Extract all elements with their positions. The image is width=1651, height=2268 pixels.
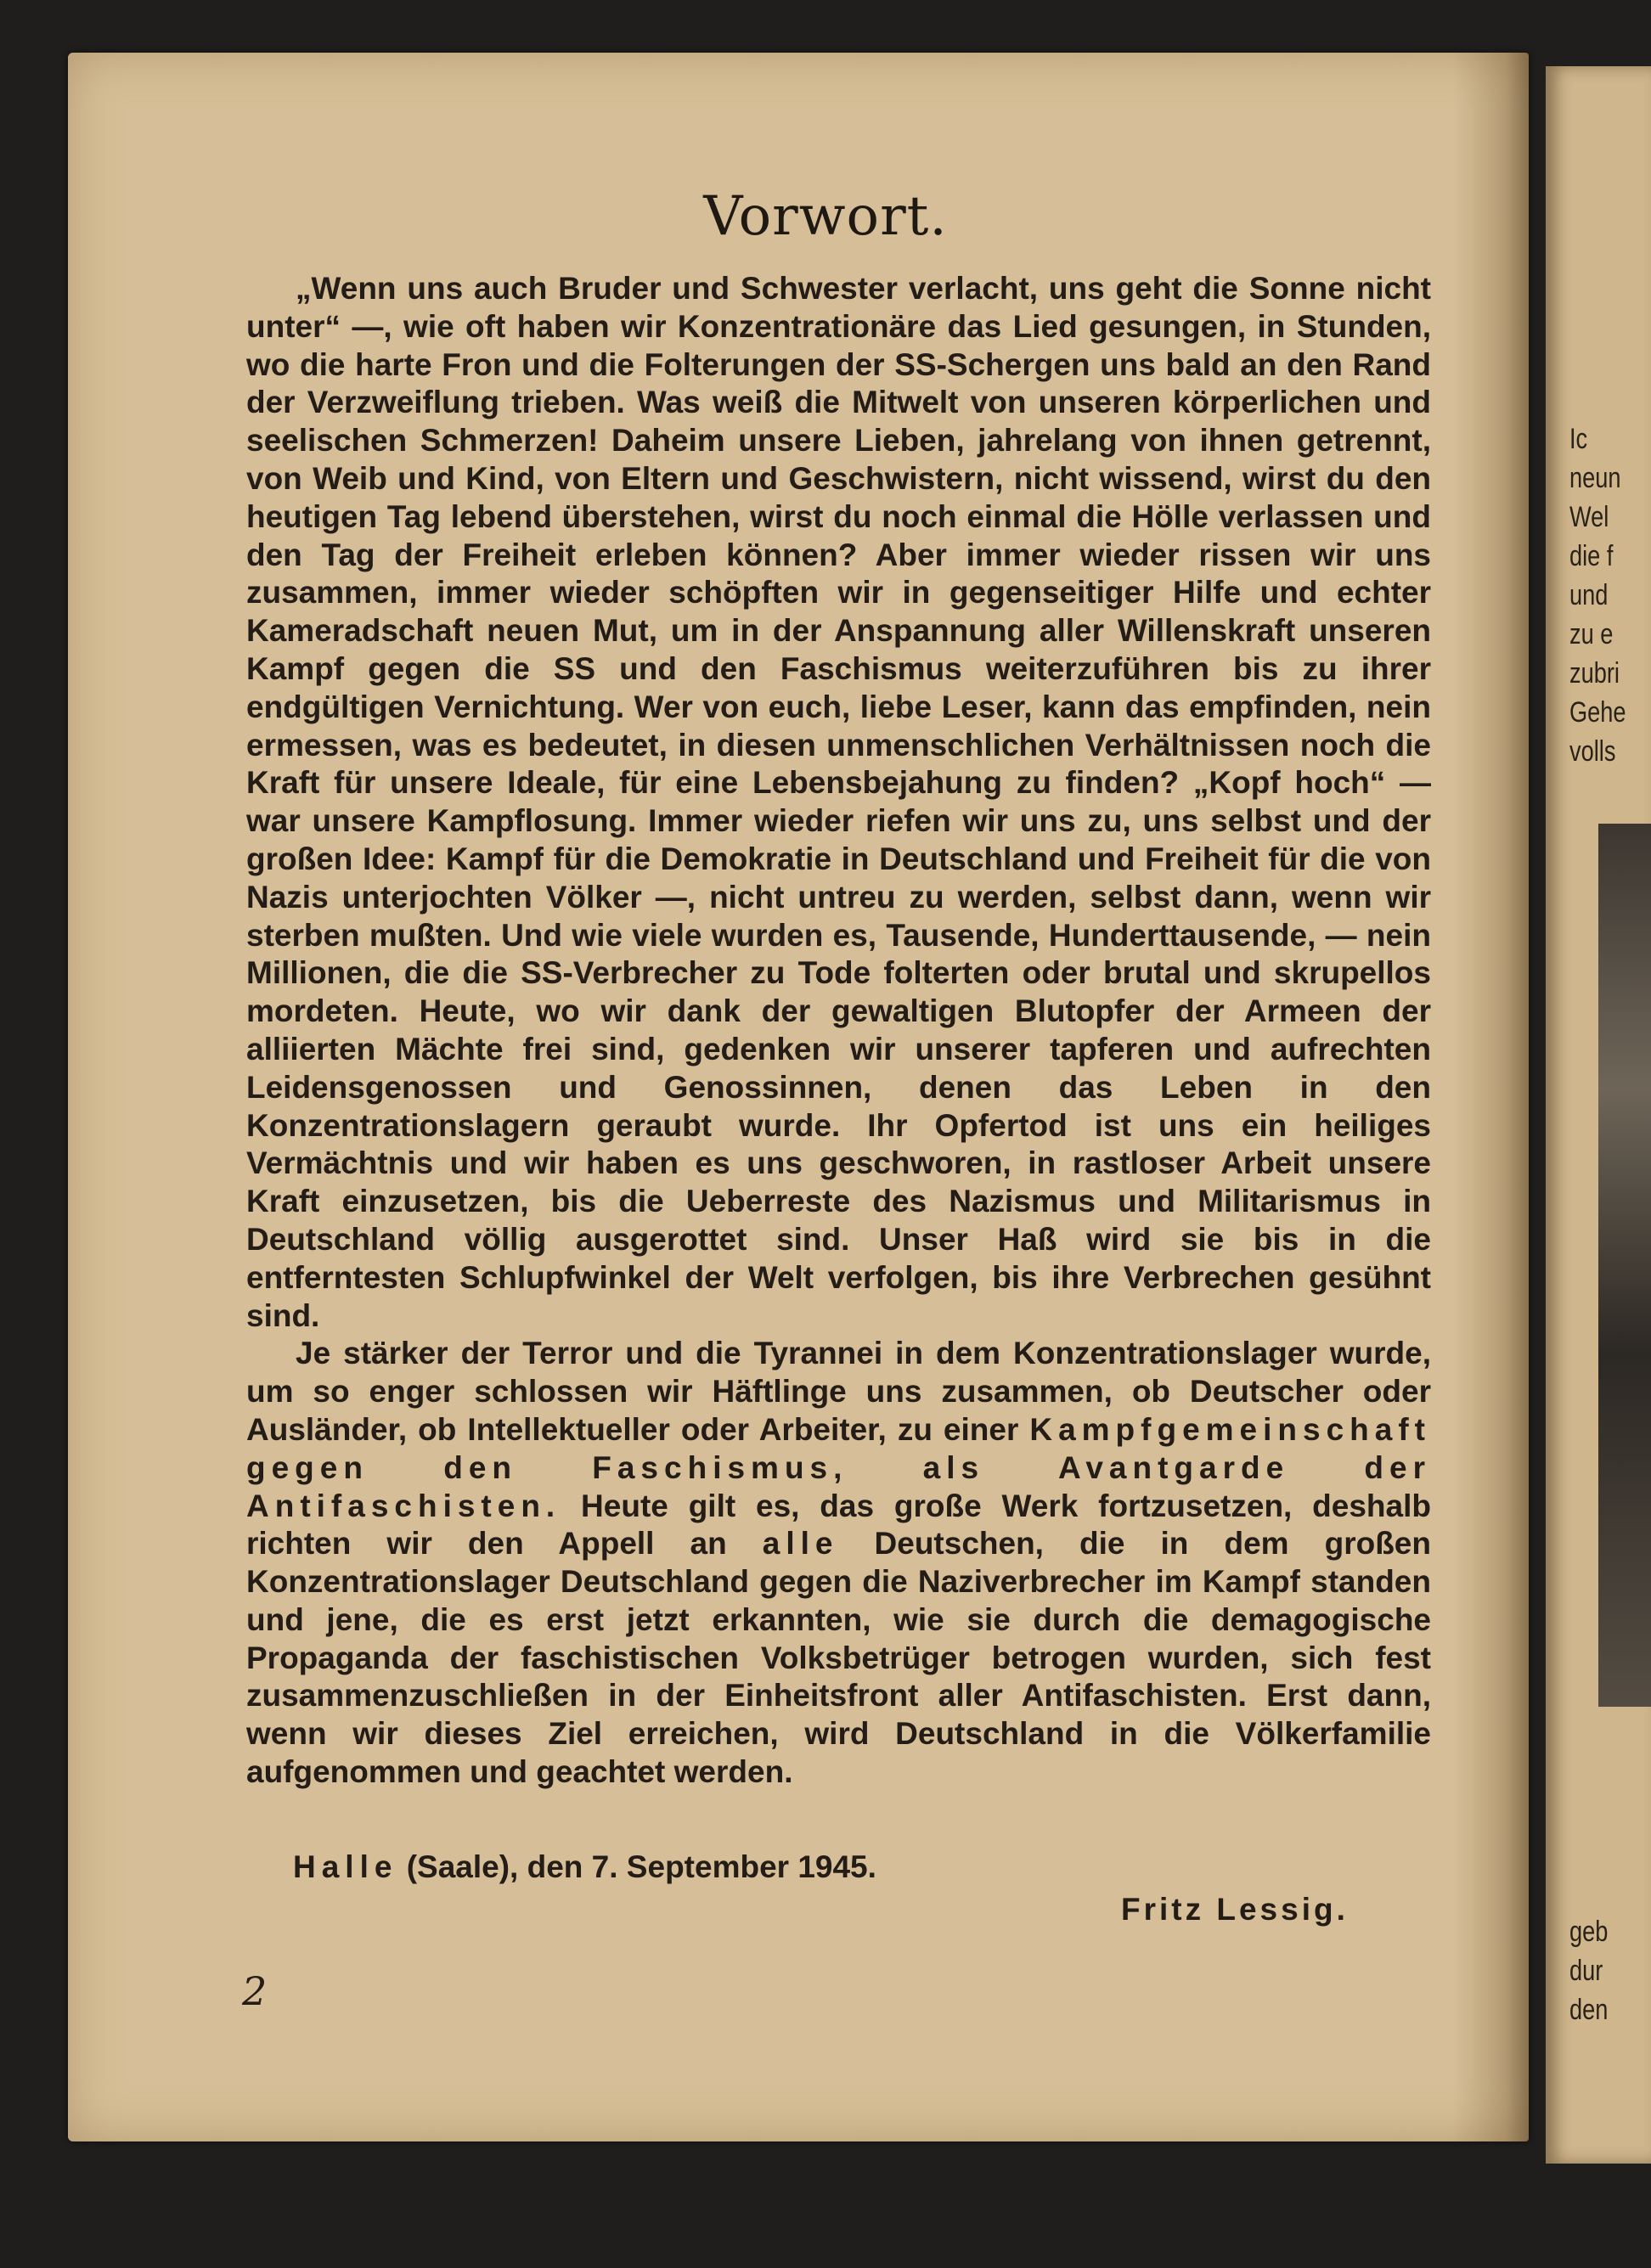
paragraph-2-part: Heute gilt es, das große Werk fortzusetzen, deshalb richten wir den Appell an <box>246 1488 1431 1562</box>
facing-line: Wel <box>1569 501 1609 533</box>
facing-line: dur <box>1569 1955 1603 1987</box>
emphasis-text: Kampfgemeinschaft gegen den Faschismus, als Avantgarde der Antifaschisten. <box>246 1411 1431 1523</box>
facing-line: neun <box>1569 462 1621 494</box>
paragraph-2-part: Deutschen, die in dem großen Konzentrationslager Deutschland gegen die Naziverbrecher im Kampf standen und jene, die es erst jetzt erkannten, wie sie durch die demagogische Propaganda der faschistischen Volksbetrüger betrogen wurden, sich fest zusammenzuschließen in der Einheitsfront aller Antifaschisten. Erst dann, wenn wir dieses Ziel erreichen, wird Deutschland in die Völkerfamilie aufgenommen und geachtet werden. <box>246 1526 1431 1790</box>
facing-line: zubri <box>1569 657 1620 689</box>
facing-line: zu e <box>1569 618 1614 650</box>
page-title: Vorwort. <box>703 185 948 248</box>
emphasis-text: alle <box>762 1526 839 1562</box>
facing-line: Gehe <box>1569 696 1626 729</box>
facing-line: volls <box>1569 735 1616 768</box>
place-date <box>293 1849 876 1885</box>
body-text <box>246 270 1431 1792</box>
page-number: 2 <box>242 1968 268 2014</box>
facing-line: Ic <box>1569 423 1588 455</box>
facing-line: und <box>1569 579 1609 611</box>
paragraph-2 <box>246 1335 1431 1792</box>
facing-page <box>1546 66 1651 2164</box>
facing-line: die f <box>1569 540 1614 572</box>
page-fold-shadow <box>1452 53 1529 2141</box>
place-date-rest: (Saale), den 7. September 1945. <box>397 1849 876 1884</box>
paragraph-2-part: Je stärker der Terror und die Tyrannei in dem Konzentrationslager wurde, um so enger schlossen wir Häftlinge uns zusammen, ob Deutscher oder Ausländer, ob Intellektueller oder Arbeiter, zu einer <box>246 1336 1431 1447</box>
facing-line: den <box>1569 1994 1609 2026</box>
facing-line: geb <box>1569 1916 1609 1948</box>
facing-photo <box>1598 824 1651 1707</box>
signature: Fritz Lessig. <box>1121 1892 1349 1927</box>
place-city: Halle <box>293 1849 398 1884</box>
paragraph-1: „Wenn uns auch Bruder und Schwester verlacht, uns geht die Sonne nicht unter“ —, wie oft haben wir Konzentrationäre das Lied gesungen, in Stunden, wo die harte Fron und die Folterungen der SS-Schergen uns bald an den Rand der Verzweiflung trieben. Was weiß die Mitwelt von unseren körperlichen und seelischen Schmerzen! Daheim unsere Lieben, jahrelang von ihnen getrennt, von Weib und Kind, von Eltern und Geschwistern, nicht wissend, wirst du den heutigen Tag lebend überstehen, wirst du noch einmal die Hölle verlassen und den Tag der Freiheit erleben können? Aber immer wieder rissen wir uns zusammen, immer wieder schöpften wir in gegenseitiger Hilfe und echter Kameradschaft neuen Mut, um in der Anspannung aller Willenskraft unseren Kampf gegen die SS und den Faschismus weiterzuführen bis zu ihrer endgültigen Vernichtung. Wer von euch, liebe Leser, kann das empfinden, nein ermessen, was es bedeutet, in diesen unmenschlichen Verhältnissen noch die Kraft für unsere Ideale, für eine Lebensbejahung zu finden? „Kopf hoch“ — war unsere Kampflosung. Immer wieder riefen wir uns zu, uns selbst und der großen Idee: Kampf für die Demokratie in Deutschland und Freiheit für die von Nazis unterjochten Völker —, nicht untreu zu werden, selbst dann, wenn wir sterben mußten. Und wie viele wurden es, Tausende, Hunderttausende, — nein Millionen, die die SS-Verbrecher zu Tode folterten oder brutal und skrupellos mordeten. Heute, wo wir dank der gewaltigen Blutopfer der Armeen der alliierten Mächte frei sind, gedenken wir unserer tapferen und aufrechten Leidensgenossen und Genossinnen, denen das Leben in den Konzentrationslagern geraubt wurde. Ihr Opfertod ist uns ein heiliges Vermächtnis und wir haben es uns geschworen, in rastloser Arbeit unsere Kraft einzusetzen, bis die Ueberreste des Nazismus und Militarismus in Deutschland völlig ausgerottet sind. Unser Haß wird sie bis in die entferntesten Schlupfwinkel der Welt verfolgen, bis ihre Verbrechen gesühnt sind. <box>246 271 1431 1333</box>
